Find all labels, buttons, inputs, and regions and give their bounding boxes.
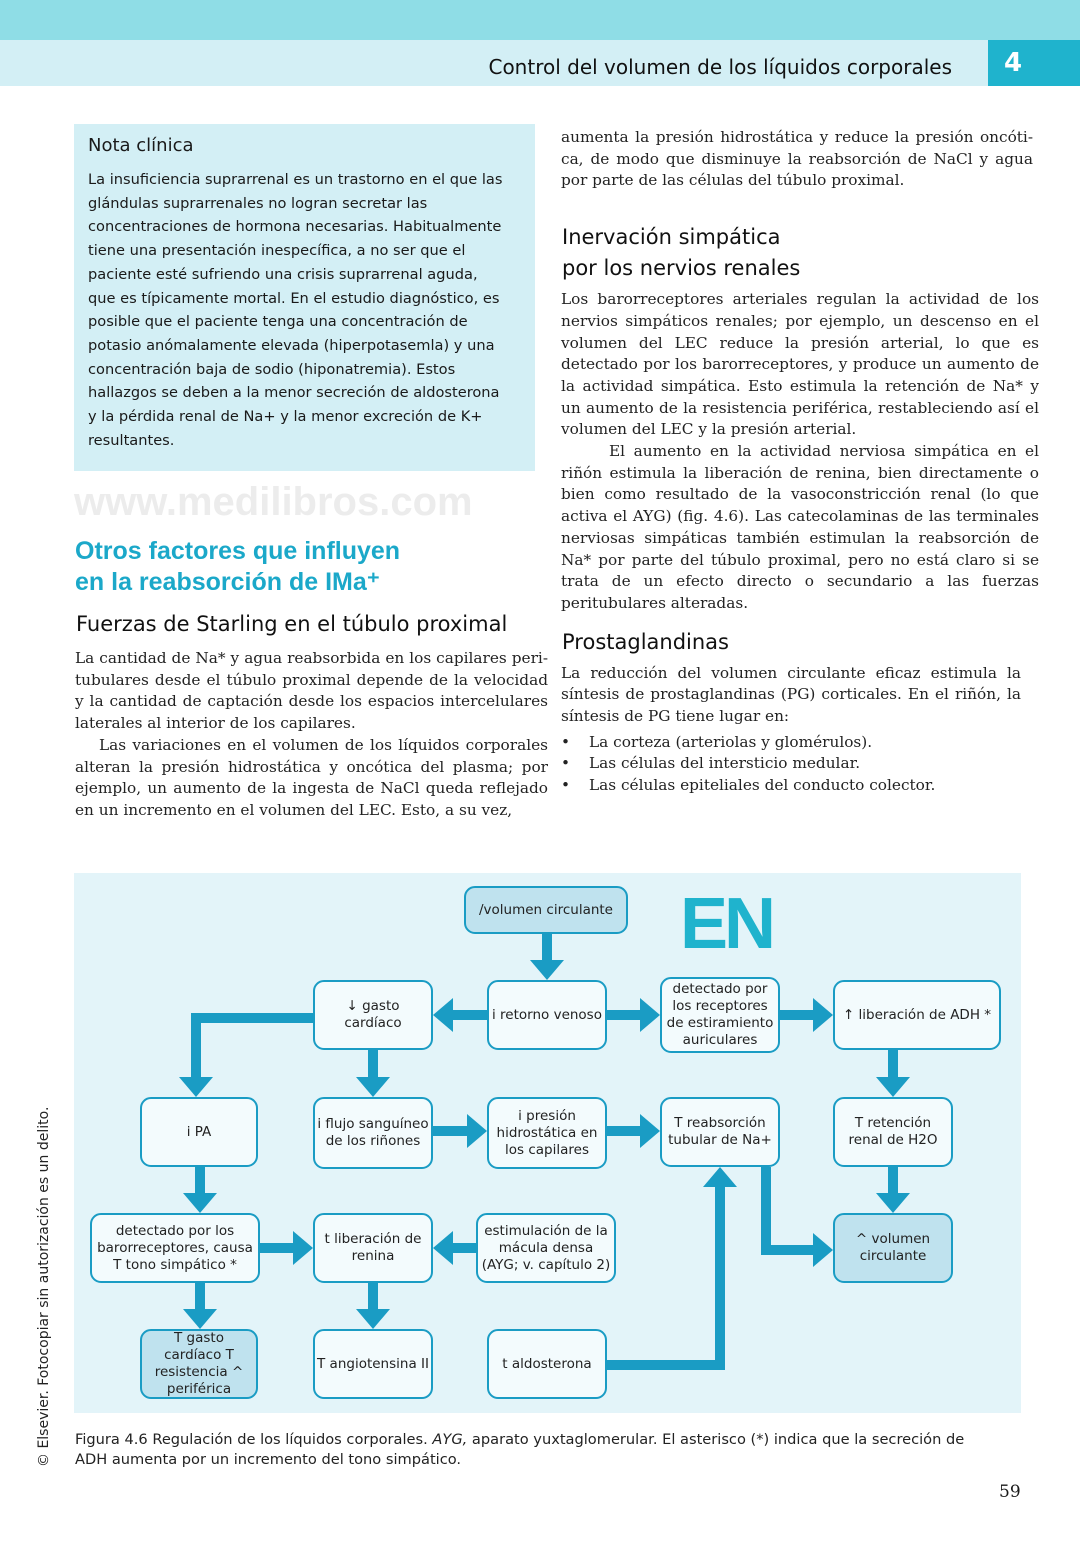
node-barorreceptores: detectado por los barorreceptores, causa T tono simpático * bbox=[90, 1213, 260, 1283]
chapter-number: 4 bbox=[988, 40, 1080, 86]
arrow-renina-to-angio bbox=[356, 1283, 390, 1329]
page-number: 59 bbox=[999, 1482, 1021, 1502]
caption-label: Figura 4.6 Regulación de los líquidos corporales. bbox=[75, 1431, 428, 1448]
arrow-gasto-to-flujo bbox=[356, 1050, 390, 1097]
clinical-note-title: Nota clínica bbox=[88, 135, 194, 156]
node-gasto-resistencia: T gasto cardíaco T resistencia ^ periférica bbox=[140, 1329, 258, 1399]
subheading-prostaglandinas: Prostaglandinas bbox=[562, 629, 729, 654]
node-flujo-renal: i flujo sanguíneo de los riñones bbox=[313, 1097, 433, 1169]
node-retorno-venoso: i retorno venoso bbox=[487, 980, 607, 1050]
subheading-starling: Fuerzas de Starling en el túbulo proximal bbox=[76, 612, 508, 636]
node-presion-hidrostatica: i presión hidrostática en los capilares bbox=[487, 1097, 607, 1169]
running-title: Control del volumen de los líquidos corporales bbox=[488, 55, 952, 79]
bullet-item: • Las células del intersticio medular. bbox=[561, 753, 1021, 775]
node-receptores-auriculares: detectado por los receptores de estiramiento auriculares bbox=[660, 977, 780, 1053]
node-gasto-cardiaco: ↓ gasto cardíaco bbox=[313, 980, 433, 1050]
arrow-pa-to-baro bbox=[183, 1167, 217, 1213]
arrow-baro-to-gasto-res bbox=[183, 1283, 217, 1329]
bullet-item: • La corteza (arteriolas y glomérulos). bbox=[561, 732, 1021, 754]
node-angiotensina: T angiotensina II bbox=[313, 1329, 433, 1399]
arrow-aldo-to-reabsorcion bbox=[607, 1167, 737, 1365]
bullet-item: • Las células epiteliales del conducto colector. bbox=[561, 775, 1021, 797]
arrow-reabsorcion-to-volumen bbox=[766, 1167, 833, 1267]
copyright-side-note: © Elsevier. Fotocopiar sin autorización es un delito. bbox=[36, 1106, 52, 1467]
node-pa: i PA bbox=[140, 1097, 258, 1167]
node-volumen-circulante-increase: ^ volumen circulante bbox=[833, 1213, 953, 1283]
arrow-presion-to-reabsorcion bbox=[607, 1114, 660, 1148]
paragraph: aumenta la presión hidrostática y reduce la presión oncóti-ca, de modo que disminuye la reabsorción de NaCl y agua por parte de las células del túbulo proximal. bbox=[561, 128, 1033, 190]
arrow-macula-to-renina bbox=[433, 1231, 476, 1265]
arrow-retorno-to-gasto bbox=[433, 998, 487, 1032]
node-adh: ↑ liberación de ADH * bbox=[833, 980, 1001, 1050]
section-heading-line: en la reabsorción de IMa⁺ bbox=[75, 568, 380, 596]
arrow-receptores-to-adh bbox=[780, 998, 833, 1032]
node-reabsorcion-na: T reabsorción tubular de Na+ bbox=[660, 1097, 780, 1167]
paragraph: La reducción del volumen circulante eficaz estimula la síntesis de prostaglandinas (PG) corticales. En el riñón, la síntesis de PG tiene lugar en: bbox=[561, 663, 1021, 726]
subheading-line: por los nervios renales bbox=[562, 256, 801, 281]
clinical-note-body: La insuficiencia suprarrenal es un trastorno en el que las glándulas suprarrenales no logran secretar las concentraciones de hormona necesarias. Habitualmente tiene una presentación inespecífica, a no ser que el paciente esté sufriendo una crisis suprarrenal aguda, que es típicamente mortal. En el estudio diagnóstico, es posible que el paciente tenga una concentración de potasio anómalamente elevada (hiperpotasemla) y una concentración baja de sodio (hiponatremia). Estos hallazgos se deben a la menor secreción de aldosterona y la pérdida renal de Na+ y la menor excreción de K+ resultantes. bbox=[88, 171, 503, 449]
paragraph: El aumento en la actividad nerviosa simpática en el riñón estimula la liberación de renina, bien directamente o bien como resultado de la vasoconstricción renal (lo que activa el AYG) (fig. 4.6). Las catecolaminas de las terminales nerviosas simpáticas también estimulan la reabsorción de Na* por parte del túbulo proximal, pero no está claro si se trata de un efecto directo o secundario a las fuerzas peritubulares alteradas. bbox=[561, 442, 1039, 612]
paragraph: La cantidad de Na* y agua reabsorbida en los capilares peri-tubulares desde el túbulo proximal depende de la velocidad y la cantidad de captación desde los espacios intercelulares laterales al interior de los capilares. bbox=[75, 649, 548, 733]
node-macula-densa: estimulación de la mácula densa (AYG; v. capítulo 2) bbox=[476, 1213, 616, 1283]
section-heading-line: Otros factores que influyen bbox=[75, 537, 401, 565]
watermark-mark: EN bbox=[680, 884, 773, 964]
arrow-baro-to-renina bbox=[260, 1231, 313, 1265]
caption-abbr: AYG, bbox=[432, 1431, 468, 1448]
arrow-retencion-to-volumen bbox=[876, 1167, 910, 1213]
paragraph: Los barorreceptores arteriales regulan la actividad de los nervios simpáticos renales; por ejemplo, un descenso en el volumen del LEC reduce la presión arterial, lo que es detectado por los barorreceptores, y produce un aumento de la actividad simpática. Esto estimula la retención de Na* y un aumento de la resistencia periférica, restableciendo así el volumen del LEC y la presión arterial. bbox=[561, 290, 1039, 439]
paragraph: Las variaciones en el volumen de los líquidos corporales alteran la presión hidrostática y oncótica del plasma; por ejemplo, un aumento de la ingesta de NaCl queda reflejado en un incremento en el volumen del LEC. Esto, a su vez, bbox=[75, 735, 548, 819]
arrow-gasto-to-pa bbox=[179, 1018, 313, 1097]
arrow-adh-to-retencion bbox=[876, 1050, 910, 1097]
node-volumen-circulante-decrease: /volumen circulante bbox=[464, 886, 628, 934]
arrow-flujo-to-presion bbox=[433, 1114, 487, 1148]
node-retencion-h2o: T retención renal de H2O bbox=[833, 1097, 953, 1167]
watermark-site: www.medilibros.com bbox=[74, 480, 473, 524]
arrow-volumen-to-retorno bbox=[530, 934, 564, 980]
node-renina: t liberación de renina bbox=[313, 1213, 433, 1283]
figure-caption bbox=[75, 1430, 975, 1470]
arrow-retorno-to-receptores bbox=[607, 998, 660, 1032]
subheading-line: Inervación simpática bbox=[562, 225, 781, 250]
caption-text: aparato yuxtaglomerular. El asterisco (*) indica que la secreción de ADH aumenta por un incremento del tono simpático. bbox=[75, 1431, 965, 1468]
node-aldosterona: t aldosterona bbox=[487, 1329, 607, 1399]
